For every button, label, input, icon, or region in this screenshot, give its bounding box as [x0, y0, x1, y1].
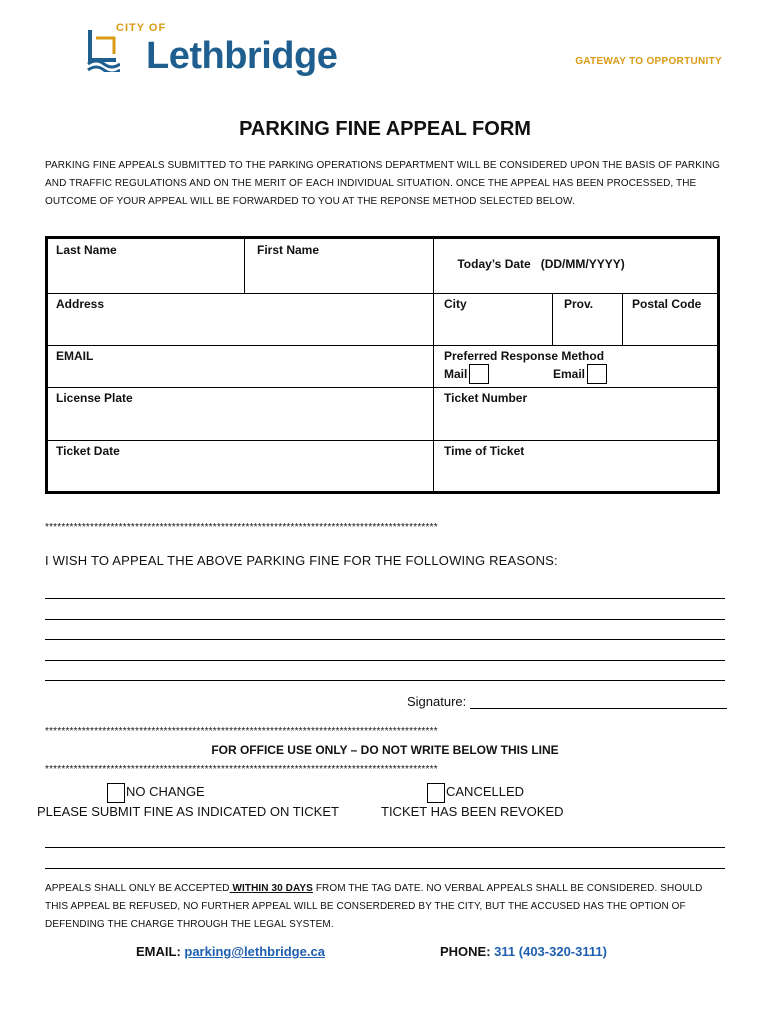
license-plate-field[interactable] [48, 387, 141, 409]
star-divider: ************************************************************************************************ [45, 726, 438, 737]
postal-code-label: Postal Code [632, 297, 702, 311]
cancelled-description: TICKET HAS BEEN REVOKED [381, 804, 564, 819]
last-name-label: Last Name [56, 243, 117, 257]
ticket-date-field[interactable] [48, 440, 128, 462]
appeal-terms [45, 880, 725, 934]
time-of-ticket-field[interactable] [436, 440, 532, 462]
reason-line[interactable] [45, 639, 725, 640]
email-option-label: Email [553, 367, 586, 381]
bridge-logo-icon [86, 24, 120, 72]
city-field[interactable] [436, 293, 475, 315]
email-field[interactable] [48, 345, 101, 367]
email-link[interactable]: parking@lethbridge.ca [184, 944, 325, 959]
terms-text-end: FROM THE TAG DATE. NO VERBAL APPEALS SHALL BE CONSIDERED. SHOULD THIS APPEAL BE REFUSED, NO FURTHER APPEAL WILL BE CONSERDERED BY THE CITY, BUT THE ACCUSED HAS THE OPTION OF DEFENDING THE CHARGE THROUGH THE LEGAL SYSTEM. [45, 883, 703, 930]
email-checkbox[interactable] [587, 364, 607, 384]
applicant-info-table [45, 236, 720, 494]
tagline: GATEWAY TO OPPORTUNITY [575, 56, 722, 67]
email-contact-label: EMAIL: [136, 944, 185, 959]
appeal-reasons-label: I WISH TO APPEAL THE ABOVE PARKING FINE FOR THE FOLLOWING REASONS: [45, 553, 558, 568]
phone-contact-label: PHONE: [440, 944, 495, 959]
office-use-heading: FOR OFFICE USE ONLY – DO NOT WRITE BELOW THIS LINE [211, 743, 559, 757]
address-field[interactable] [48, 293, 112, 315]
first-name-label: First Name [257, 243, 320, 257]
no-change-checkbox[interactable] [107, 783, 125, 803]
preferred-response-label: Preferred Response Method [444, 349, 605, 363]
todays-date-field[interactable] [436, 239, 633, 289]
postal-code-field[interactable] [624, 293, 709, 315]
prov-field[interactable] [556, 293, 601, 315]
cancelled-checkbox[interactable] [427, 783, 445, 803]
city-label: City [444, 297, 467, 311]
license-plate-label: License Plate [56, 391, 133, 405]
mail-checkbox[interactable] [469, 364, 489, 384]
cancelled-label: CANCELLED [446, 784, 525, 799]
office-notes-line[interactable] [45, 868, 725, 869]
signature-line[interactable] [470, 708, 727, 709]
reason-line[interactable] [45, 619, 725, 620]
signature-label: Signature: [407, 694, 467, 709]
time-of-ticket-label: Time of Ticket [444, 444, 525, 458]
todays-date-label: Today’s Date (DD/MM/YYYY) [457, 257, 625, 271]
prov-label: Prov. [564, 297, 594, 311]
reason-line[interactable] [45, 598, 725, 599]
logo-city-name: Lethbridge [146, 35, 338, 77]
email-contact [136, 944, 325, 959]
no-change-label: NO CHANGE [126, 784, 205, 799]
no-change-description: PLEASE SUBMIT FINE AS INDICATED ON TICKET [37, 804, 339, 819]
ticket-number-field[interactable] [436, 387, 535, 409]
star-divider: ************************************************************************************************ [45, 764, 438, 775]
city-logo [86, 22, 346, 78]
phone-contact [440, 944, 607, 959]
mail-option-label: Mail [444, 367, 468, 381]
ticket-number-label: Ticket Number [444, 391, 528, 405]
ticket-date-label: Ticket Date [56, 444, 120, 458]
reason-line[interactable] [45, 660, 725, 661]
logo-city-of: CITY OF [116, 22, 167, 34]
address-label: Address [56, 297, 105, 311]
office-notes-line[interactable] [45, 847, 725, 848]
intro-text: PARKING FINE APPEALS SUBMITTED TO THE PARKING OPERATIONS DEPARTMENT WILL BE CONSIDERED UPON THE BASIS OF PARKING AND TRAFFIC REGULATIONS AND ON THE MERIT OF EACH INDIVIDUAL SITUATION. ONCE THE APPEAL HAS BEEN PROCESSED, THE OUTCOME OF YOUR APPEAL WILL BE FORWARDED TO YOU AT THE REPONSE METHOD SELECTED BELOW. [45, 160, 721, 207]
terms-deadline: WITHIN 30 DAYS [229, 883, 313, 894]
star-divider: ************************************************************************************************ [45, 522, 438, 533]
reason-line[interactable] [45, 680, 725, 681]
phone-number: 311 (403-320-3111) [494, 944, 607, 959]
first-name-field[interactable] [249, 239, 327, 261]
form-title: PARKING FINE APPEAL FORM [239, 118, 531, 140]
last-name-field[interactable] [48, 239, 125, 261]
terms-text-start: APPEALS SHALL ONLY BE ACCEPTED [45, 883, 230, 894]
email-label: EMAIL [56, 349, 94, 363]
